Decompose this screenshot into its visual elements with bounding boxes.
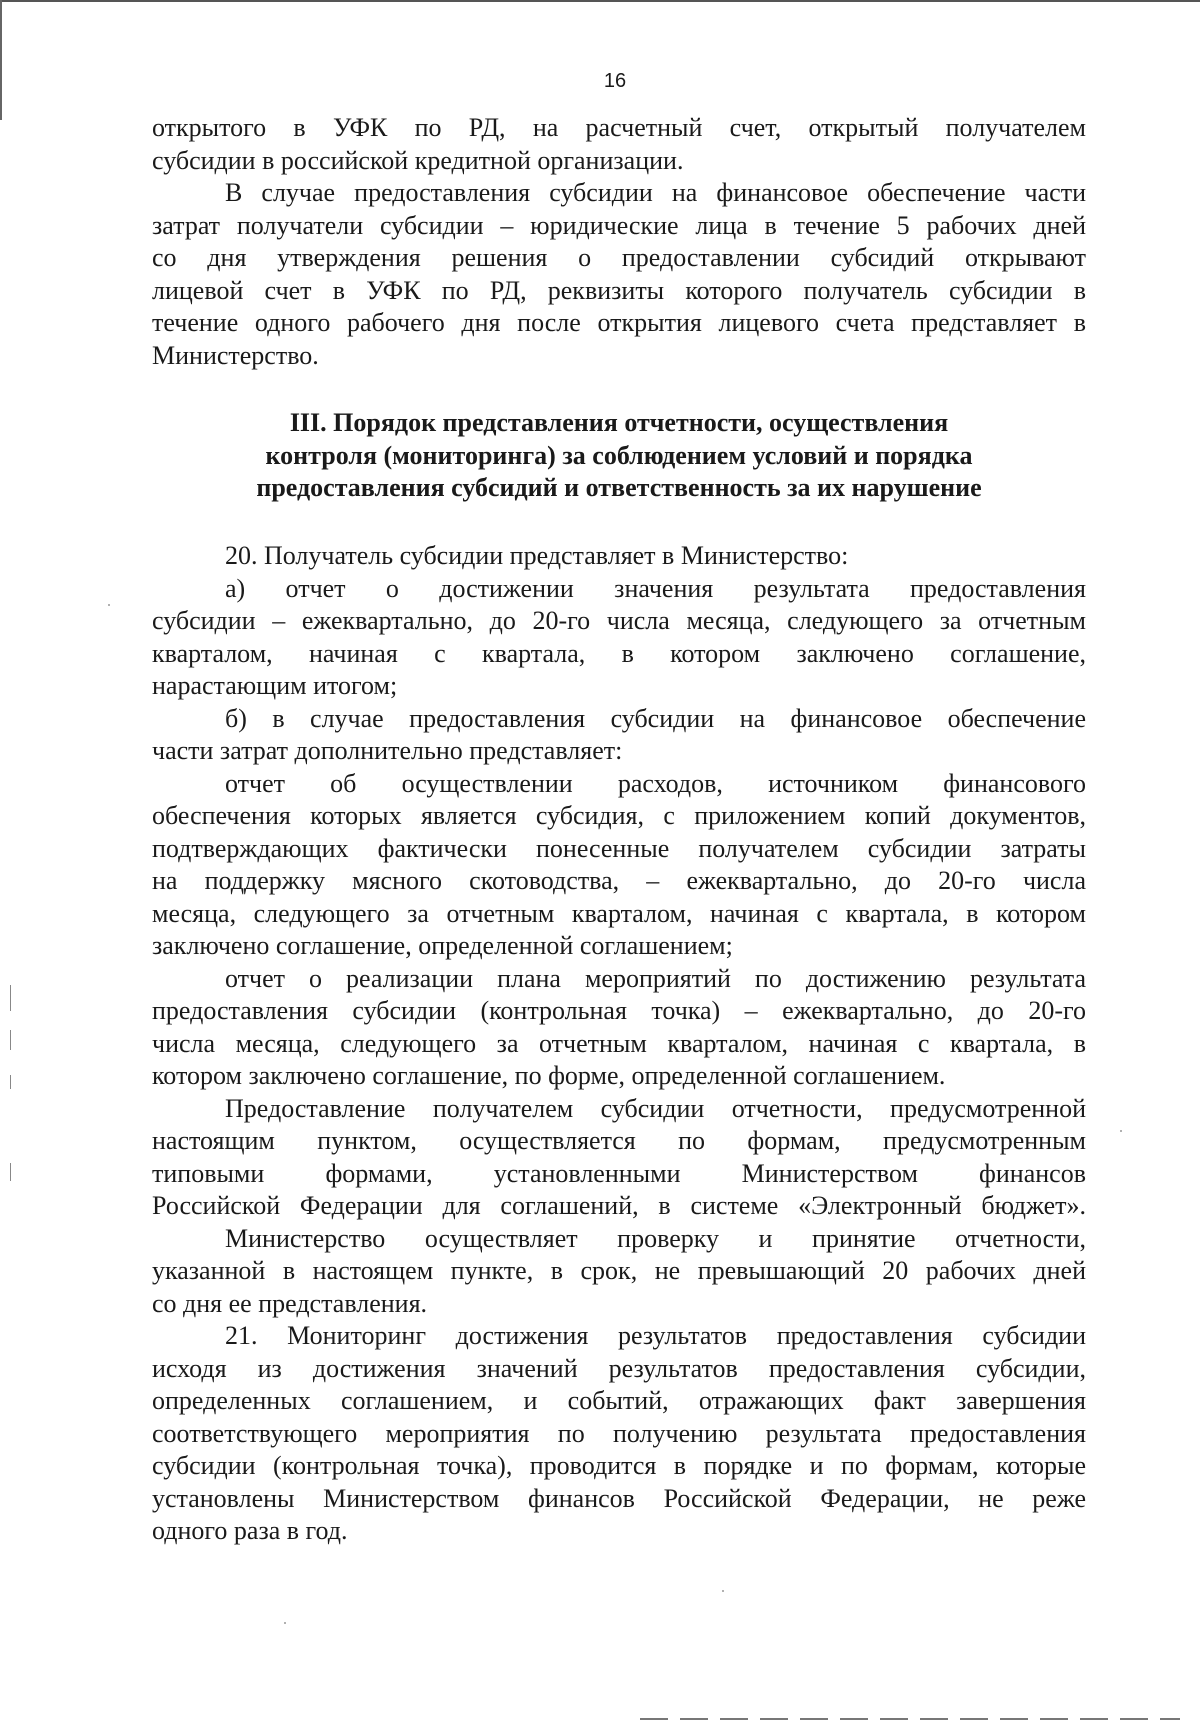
text-line: числа месяца, следующего за отчетным кварталом, начиная с квартала, в — [152, 1028, 1086, 1058]
scan-mark — [10, 1075, 11, 1089]
text-line: заключено соглашение, определенной соглашением; — [152, 931, 733, 960]
scan-mark — [10, 1163, 11, 1181]
text-line: определенных соглашением, и событий, отражающих факт завершения — [152, 1386, 1086, 1415]
heading-line: контроля (мониторинга) за соблюдением условий и порядка — [265, 440, 973, 470]
text-line: типовыми формами, установленными Министерством финансов — [152, 1158, 1086, 1188]
text-line: отчет об осуществлении расходов, источником финансового — [225, 768, 1086, 798]
text-line: Российской Федерации для соглашений, в системе «Электронный бюджет». — [152, 1191, 1086, 1220]
scan-edge-bottom — [640, 1718, 1180, 1720]
text-line: затрат получатели субсидии – юридические лица в течение 5 рабочих дней — [152, 210, 1086, 240]
paragraph-block-1 — [152, 112, 1086, 372]
text-line: на поддержку мясного скотоводства, – ежеквартально, до 20-го числа — [152, 866, 1086, 895]
text-line: б) в случае предоставления субсидии на финансовое обеспечение — [225, 703, 1086, 733]
text-line: исходя из достижения значений результатов предоставления субсидии, — [152, 1353, 1086, 1383]
text-line: лицевой счет в УФК по РД, реквизиты которого получатель субсидии в — [152, 275, 1086, 305]
scan-edge-left — [0, 0, 2, 120]
scan-speck — [722, 1590, 724, 1592]
text-line: Предоставление получателем субсидии отчетности, предусмотренной — [225, 1093, 1086, 1123]
paragraph-block-2 — [152, 540, 1086, 1548]
text-line: котором заключено соглашение, по форме, определенной соглашением. — [152, 1061, 946, 1090]
scan-mark — [10, 1030, 11, 1050]
text-line: 21. Мониторинг достижения результатов предоставления субсидии — [225, 1321, 1086, 1350]
text-line: со дня ее представления. — [152, 1288, 428, 1318]
text-line: а) отчет о достижении значения результата предоставления — [225, 573, 1086, 603]
text-line: В случае предоставления субсидии на финансовое обеспечение части — [225, 178, 1086, 207]
text-line: течение одного рабочего дня после открытия лицевого счета представляет в — [152, 308, 1086, 337]
scan-speck — [284, 1622, 286, 1624]
section-heading — [152, 407, 1086, 505]
text-line: обеспечения которых является субсидия, с приложением копий документов, — [152, 801, 1086, 830]
text-line: открытого в УФК по РД, на расчетный счет, открытый получателем — [152, 113, 1086, 142]
heading-line: предоставления субсидий и ответственность за их нарушение — [256, 473, 982, 502]
heading-line: III. Порядок представления отчетности, осуществления — [289, 408, 949, 437]
page-number: 16 — [603, 70, 627, 92]
text-line: указанной в настоящем пункте, в срок, не превышающий 20 рабочих дней — [152, 1256, 1086, 1285]
text-line: со дня утверждения решения о предоставлении субсидий открывают — [152, 243, 1086, 272]
scan-edge-top — [0, 0, 1200, 2]
text-line: месяца, следующего за отчетным кварталом, начиная с квартала, в котором — [152, 898, 1086, 928]
text-line: 20. Получатель субсидии представляет в Министерство: — [225, 541, 849, 570]
text-line: Министерство осуществляет проверку и принятие отчетности, — [225, 1223, 1086, 1253]
text-line: части затрат дополнительно представляет: — [152, 736, 623, 765]
text-line: предоставления субсидии (контрольная точка) – ежеквартально, до 20-го — [152, 996, 1086, 1025]
text-line: соответствующего мероприятия по получению результата предоставления — [152, 1418, 1086, 1448]
scan-speck — [108, 604, 110, 606]
text-line: подтверждающих фактически понесенные получателем субсидии затраты — [152, 833, 1086, 863]
text-line: кварталом, начиная с квартала, в котором заключено соглашение, — [152, 638, 1086, 668]
text-line: нарастающим итогом; — [152, 671, 398, 700]
scan-speck — [1120, 1130, 1122, 1132]
text-line: Министерство. — [152, 340, 319, 370]
text-line: субсидии в российской кредитной организации. — [152, 145, 684, 175]
text-line: одного раза в год. — [152, 1516, 348, 1545]
text-line: установлены Министерством финансов Российской Федерации, не реже — [152, 1483, 1086, 1513]
text-line: субсидии – ежеквартально, до 20-го числа месяца, следующего за отчетным — [152, 606, 1086, 635]
text-line: субсидии (контрольная точка), проводится в порядке и по формам, которые — [152, 1451, 1086, 1480]
scan-mark — [10, 985, 11, 1011]
text-line: отчет о реализации плана мероприятий по достижению результата — [225, 963, 1086, 993]
text-line: настоящим пунктом, осуществляется по формам, предусмотренным — [152, 1126, 1086, 1155]
